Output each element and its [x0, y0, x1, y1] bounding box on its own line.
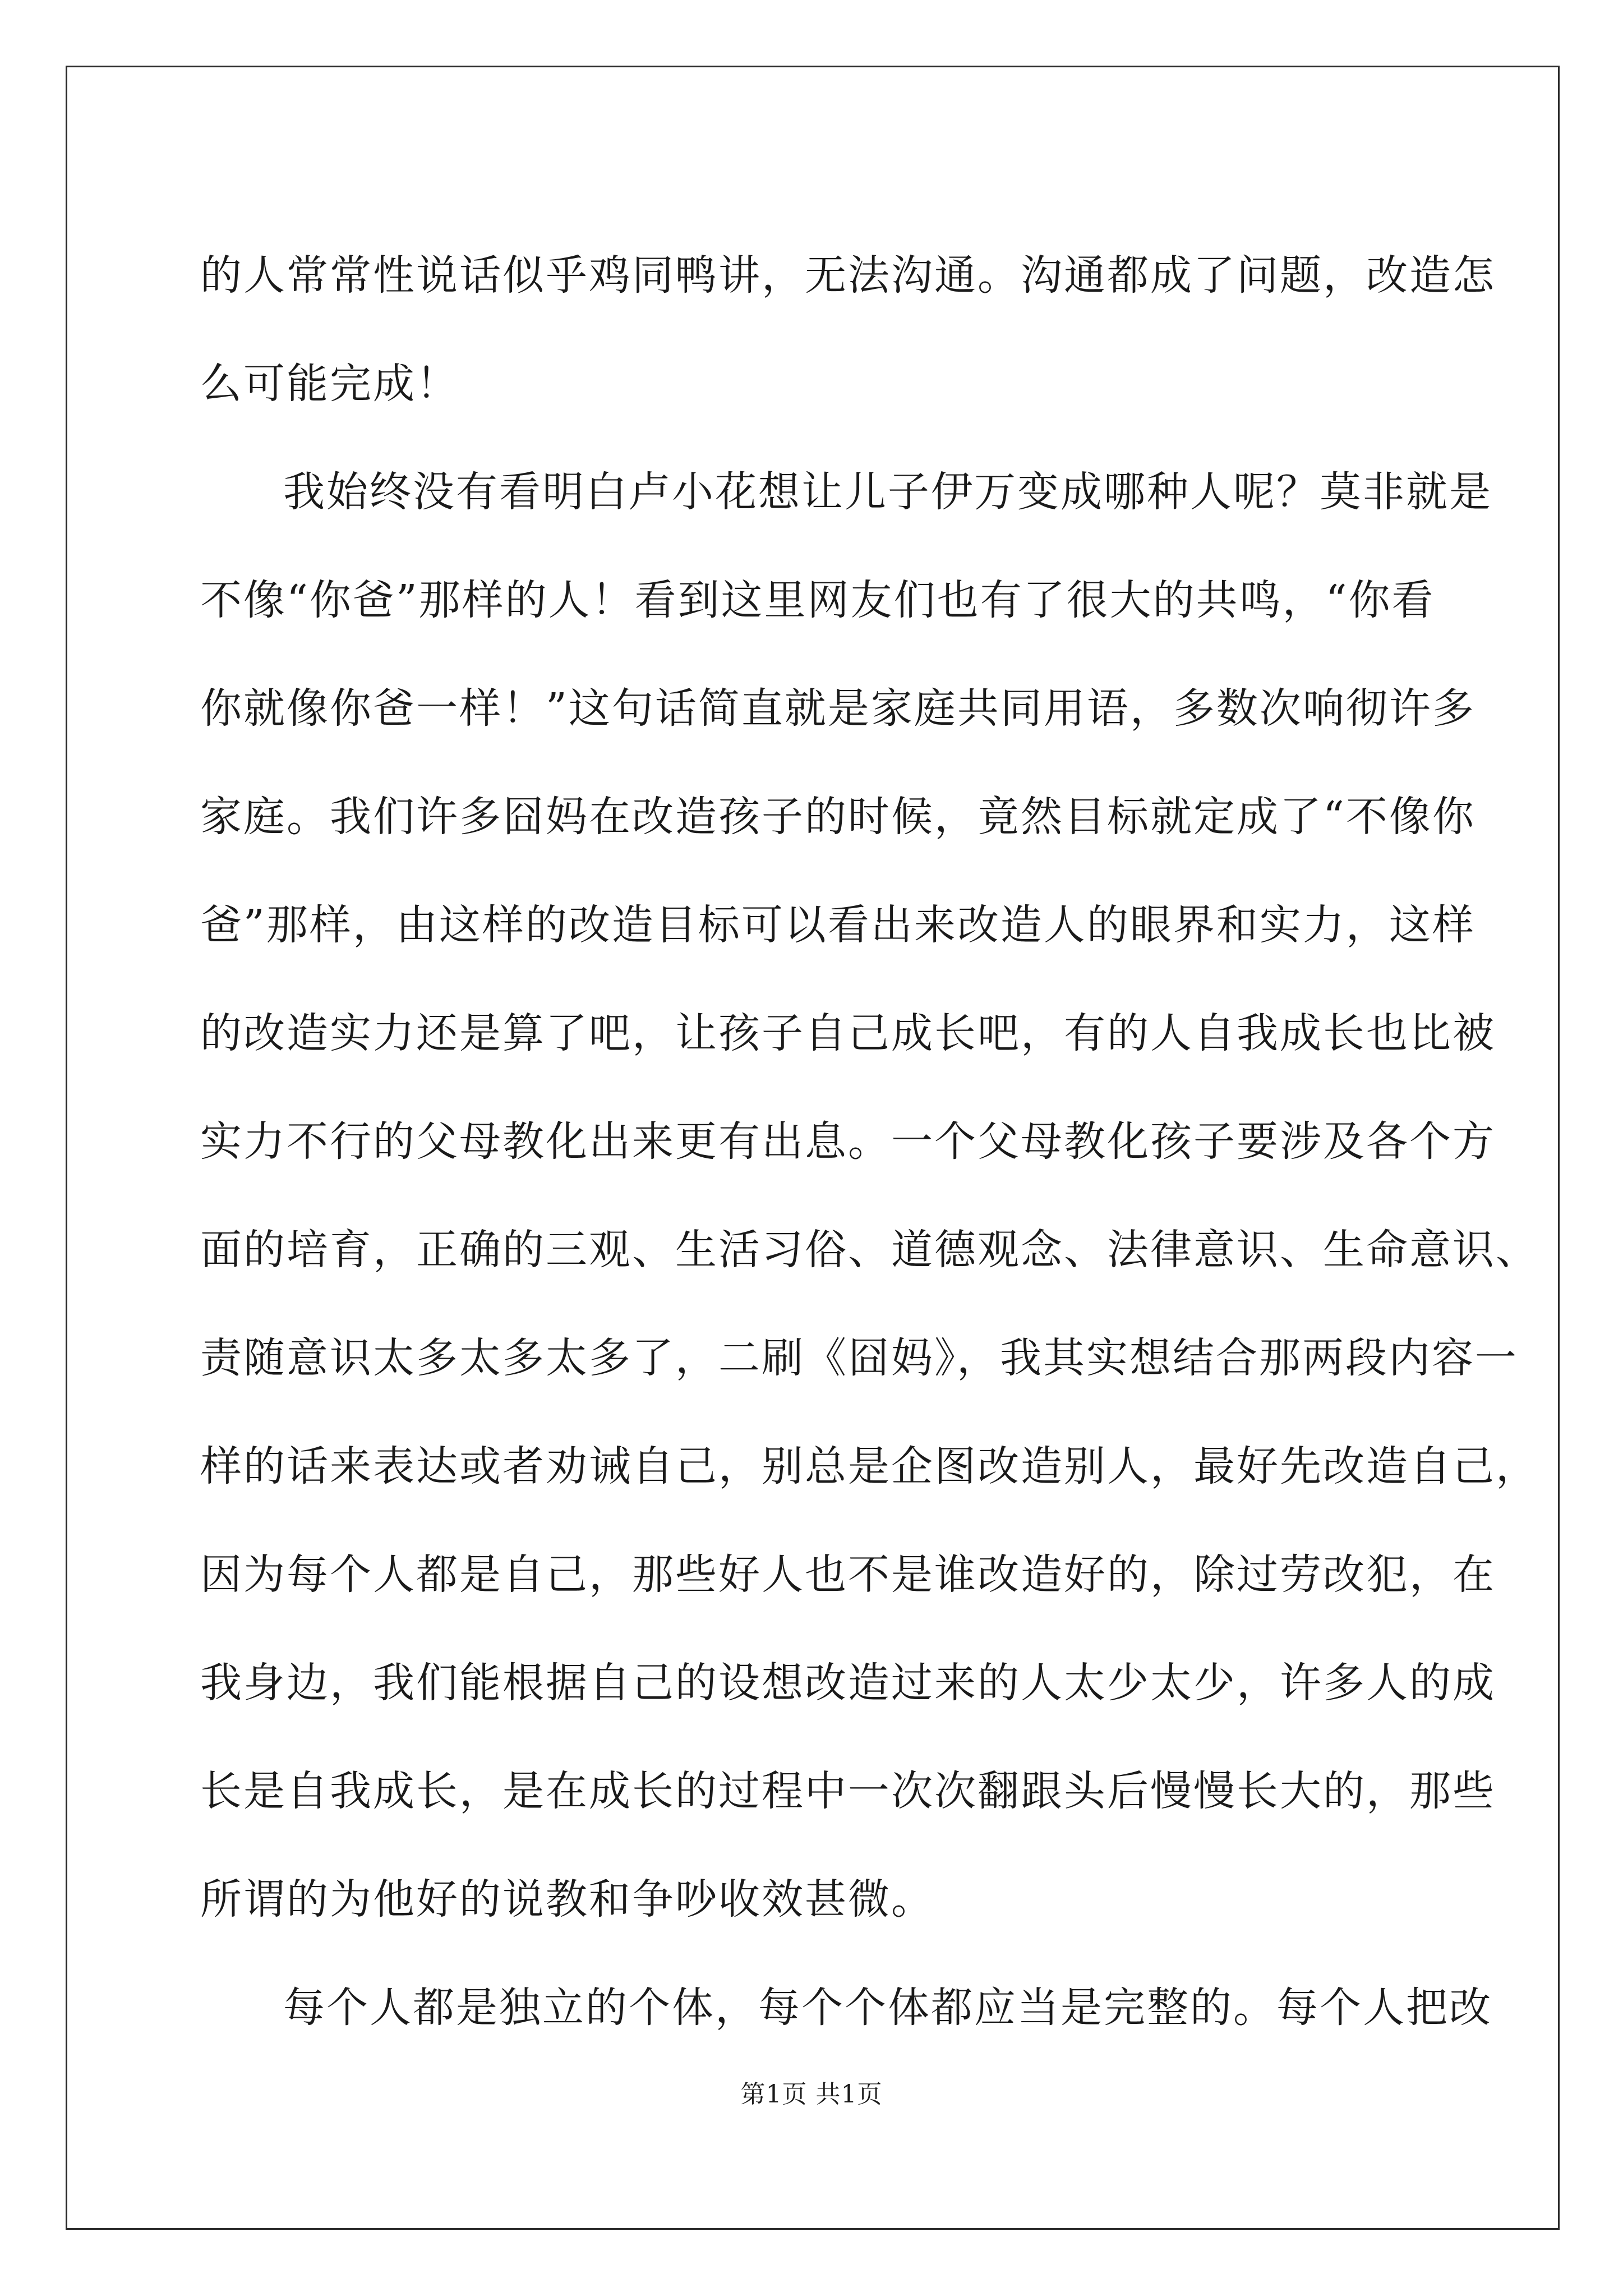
text-line: 所谓的为他好的说教和争吵收效甚微。 [200, 1875, 934, 1924]
paragraph-2 [200, 438, 1539, 1954]
text-line: 你就像你爸一样！”这句话简直就是家庭共同用语，多数次响彻许多 [200, 684, 1476, 733]
text-line: 的改造实力还是算了吧，让孩子自己成长吧，有的人自我成长也比被 [200, 1009, 1496, 1057]
text-line: 我身边，我们能根据自己的设想改造过来的人太少太少，许多人的成 [200, 1659, 1496, 1707]
text-line: 爸”那样，由这样的改造目标可以看出来改造人的眼界和实力，这样 [200, 901, 1476, 949]
text-line: 我始终没有看明白卢小花想让儿子伊万变成哪种人呢？莫非就是 [283, 468, 1492, 516]
text-line: 的人常常性说话似乎鸡同鸭讲，无法沟通。沟通都成了问题，改造怎 [200, 251, 1496, 300]
paragraph-1 [200, 222, 1496, 438]
paragraph-3 [200, 1954, 1492, 2062]
page-footer: 第1页 共1页 [740, 2080, 883, 2109]
text-line: 责随意识太多太多太多了，二刷《囧妈》，我其实想结合那两段内容一 [200, 1334, 1518, 1382]
text-line: 家庭。我们许多囧妈在改造孩子的时候，竟然目标就定成了“不像你 [200, 793, 1476, 841]
text-line: 样的话来表达或者劝诫自己，别总是企图改造别人，最好先改造自己， [200, 1442, 1539, 1490]
text-line: 面的培育，正确的三观、生活习俗、道德观念、法律意识、生命意识、 [200, 1226, 1539, 1274]
text-line: 每个人都是独立的个体，每个个体都应当是完整的。每个人把改 [283, 1984, 1492, 2032]
text-line: 长是自我成长，是在成长的过程中一次次翻跟头后慢慢长大的，那些 [200, 1767, 1496, 1815]
text-line: 不像“你爸”那样的人！看到这里网友们也有了很大的共鸣，“你看 [200, 576, 1435, 624]
text-line: 实力不行的父母教化出来更有出息。一个父母教化孩子要涉及各个方 [200, 1117, 1496, 1166]
document-body [200, 222, 1539, 2062]
text-line: 么可能完成！ [200, 360, 459, 408]
text-line: 因为每个人都是自己，那些好人也不是谁改造好的，除过劳改犯，在 [200, 1550, 1496, 1599]
